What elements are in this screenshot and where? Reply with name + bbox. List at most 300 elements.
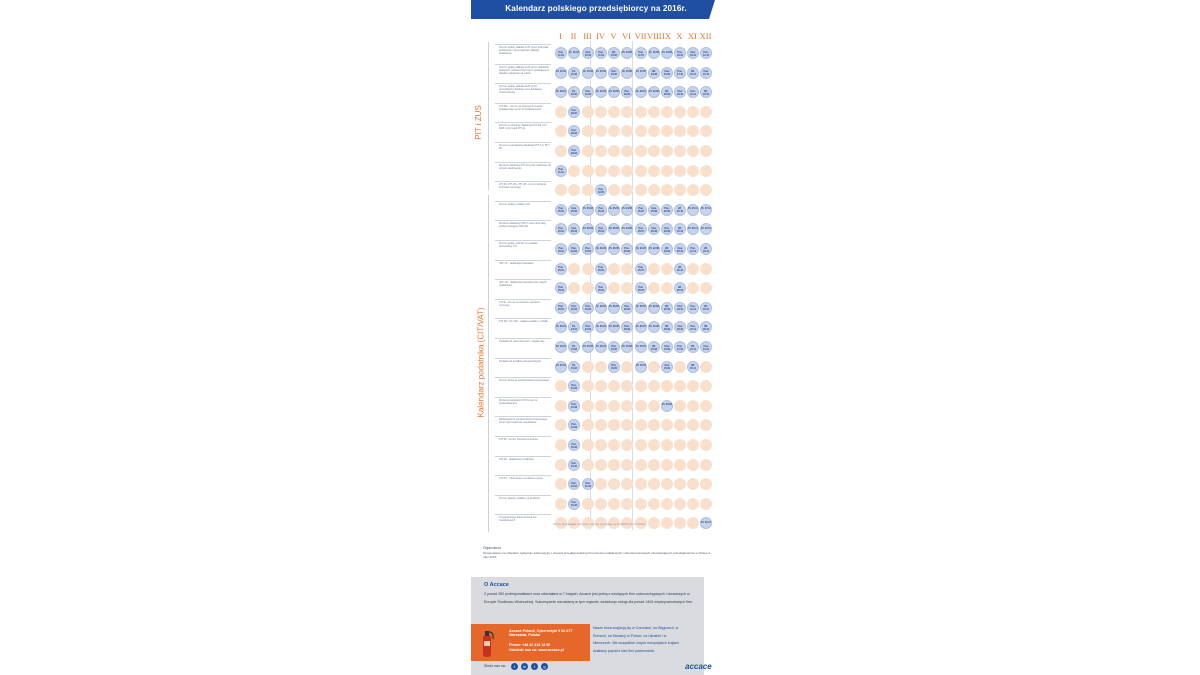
empty-day-bubble — [700, 282, 712, 294]
deadline-date: Wt. 25.10 — [677, 207, 683, 214]
deadline-date: Pt. 15.01 — [556, 344, 566, 348]
empty-day-bubble — [648, 459, 660, 471]
deadline-date: Pt. 25.03 — [583, 207, 593, 211]
deadline-date: Pt. 27.12 — [701, 207, 711, 211]
deadline-bubble — [582, 478, 594, 490]
empty-day-bubble — [621, 106, 633, 118]
row-description: Termin wpłaty składek ZUS przez pozostałych płatników oraz deklaracji rozliczeniowej — [499, 85, 542, 95]
empty-day-bubble — [648, 125, 660, 137]
deadline-bubble — [568, 204, 580, 216]
empty-day-bubble — [648, 165, 660, 177]
deadline-date: Pt. 31.12 — [701, 520, 711, 524]
empty-day-bubble — [661, 459, 673, 471]
row-description: Złożenie deklaracji PIT-11 przez płatników do urzędu skarbowego — [499, 163, 551, 170]
deadline-date: Czw. 15.09 — [664, 364, 670, 371]
deadline-bubble — [582, 86, 594, 98]
empty-day-bubble — [674, 184, 686, 196]
deadline-date: Wt. 20.12 — [703, 246, 709, 253]
deadline-date: Pn. 15.02 — [571, 364, 577, 371]
deadline-bubble — [608, 321, 620, 333]
deadline-bubble — [582, 67, 594, 79]
deadline-date: Czw. 10.11 — [690, 50, 696, 57]
deadline-date: Pt. 15.07 — [636, 344, 646, 348]
deadline-bubble — [700, 223, 712, 235]
deadline-date: Pon. 21.03 — [585, 305, 591, 312]
empty-day-bubble — [700, 419, 712, 431]
deadline-bubble — [608, 243, 620, 255]
deadline-bubble — [555, 47, 567, 59]
empty-day-bubble — [568, 184, 580, 196]
deadline-date: Pon. 20.06 — [624, 324, 630, 331]
row-description: VAT-7D - deklaracja kwartalna dla małych podatników — [499, 281, 547, 288]
row-separator — [495, 83, 551, 84]
follow-us-label: Śledź nas na: — [484, 664, 506, 668]
month-header: XI — [688, 31, 697, 41]
empty-day-bubble — [661, 263, 673, 275]
deadline-bubble — [674, 321, 686, 333]
deadline-date: Pt. 20.05 — [609, 89, 619, 93]
empty-day-bubble — [555, 125, 567, 137]
deadline-date: Czw. 15.09 — [664, 70, 670, 77]
deadline-date: Pon. 21.11 — [690, 324, 696, 331]
empty-day-bubble — [648, 498, 660, 510]
deadline-date: Czw. 10.03 — [585, 50, 591, 57]
row-description: Przygotowanie dokumentacji cen transferowych — [499, 516, 537, 523]
empty-day-bubble — [582, 361, 594, 373]
deadline-date: Śr. 20.04 — [596, 89, 606, 93]
deadline-date: Pon. 20.06 — [624, 246, 630, 253]
row-description: PIT-28 - deklaracja ryczałtowa — [499, 457, 534, 461]
empty-day-bubble — [687, 400, 699, 412]
row-separator — [495, 495, 551, 496]
deadline-date: Pt. 20.05 — [609, 246, 619, 250]
empty-day-bubble — [661, 478, 673, 490]
empty-day-bubble — [635, 165, 647, 177]
empty-day-bubble — [582, 400, 594, 412]
deadline-date: Wt. 10.05 — [611, 50, 617, 57]
deadline-date: Śr. 10.02 — [569, 50, 579, 54]
empty-day-bubble — [555, 498, 567, 510]
deadline-bubble — [608, 86, 620, 98]
deadline-bubble — [700, 341, 712, 353]
deadline-bubble — [568, 478, 580, 490]
deadline-date: Pon. 25.01 — [558, 266, 564, 273]
deadline-date: Śr. 15.06 — [622, 344, 632, 348]
month-header: II — [570, 31, 577, 41]
empty-day-bubble — [648, 184, 660, 196]
deadline-date: Czw. 20.10 — [677, 324, 683, 331]
deadline-bubble — [648, 302, 660, 314]
deadline-date: Pt. 15.03 — [583, 344, 593, 348]
empty-day-bubble — [648, 282, 660, 294]
empty-day-bubble — [674, 106, 686, 118]
empty-day-bubble — [687, 145, 699, 157]
deadline-date: Pon. 22.02 — [571, 246, 577, 253]
deadline-date: Pon. 22.02 — [571, 305, 577, 312]
facebook-icon[interactable]: f — [511, 663, 518, 670]
empty-day-bubble — [661, 184, 673, 196]
deadline-date: Pon. 21.11 — [690, 305, 696, 312]
row-separator — [495, 338, 551, 339]
empty-day-bubble — [687, 165, 699, 177]
deadline-date: Śr. 20.04 — [596, 324, 606, 328]
month-header: XII — [699, 31, 712, 41]
month-header: VII — [634, 31, 647, 41]
deadline-date: Czw. 15.09 — [664, 344, 670, 351]
deadline-bubble — [568, 321, 580, 333]
deadline-bubble — [687, 321, 699, 333]
deadline-bubble — [661, 67, 673, 79]
row-description: Termin wpłaty zaliczki na podatek dochodowy CIT — [499, 242, 538, 248]
section-label-pit-zus: PIT i ZUS — [473, 105, 483, 140]
deadline-bubble — [555, 165, 567, 177]
deadline-date: Śr. 15.06 — [622, 70, 632, 74]
empty-day-bubble — [635, 400, 647, 412]
deadline-bubble — [648, 243, 660, 255]
empty-day-bubble — [635, 106, 647, 118]
deadline-date: Śr. 20.04 — [596, 305, 606, 309]
empty-day-bubble — [582, 439, 594, 451]
row-separator — [495, 260, 551, 261]
deadline-date: Śr. 20.07 — [636, 305, 646, 309]
row-description: PIT-36L - termin na złożenie zeznania podatkowego przez przedsiębiorców — [499, 104, 543, 111]
month-header: III — [583, 31, 592, 41]
deadline-bubble — [648, 204, 660, 216]
empty-day-bubble — [687, 263, 699, 275]
empty-day-bubble — [687, 125, 699, 137]
deadline-bubble — [687, 86, 699, 98]
deadline-date: Śr. 25.05 — [609, 226, 619, 230]
empty-day-bubble — [700, 165, 712, 177]
empty-day-bubble — [608, 263, 620, 275]
linkedin-icon[interactable]: in — [522, 664, 527, 669]
deadline-bubble — [555, 263, 567, 275]
deadline-date: Śr. 20.04 — [596, 246, 606, 250]
explanations-title: Objaśnienia — [483, 546, 501, 550]
deadline-date: Pon. 31.03 — [585, 481, 591, 488]
month-header: X — [676, 31, 683, 41]
deadline-date: Czw. 20.10 — [677, 89, 683, 96]
row-description: Podatek od nieruchomości - wpłata raty — [499, 340, 545, 343]
deadline-date: Pt. 15.04 — [596, 70, 606, 74]
deadline-date: Pon. 11.01 — [558, 50, 564, 57]
deadline-date: Pn. 22.02 — [571, 324, 577, 331]
deadline-date: Wt. 20.12 — [703, 305, 709, 312]
deadline-bubble — [687, 361, 699, 373]
month-header: V — [610, 31, 617, 41]
deadline-bubble — [568, 302, 580, 314]
deadline-bubble — [608, 223, 620, 235]
empty-day-bubble — [555, 459, 567, 471]
empty-day-bubble — [635, 125, 647, 137]
empty-day-bubble — [700, 459, 712, 471]
deadline-bubble — [661, 47, 673, 59]
twitter-icon[interactable]: t — [531, 663, 538, 670]
title-banner — [471, 0, 721, 19]
empty-day-bubble — [674, 419, 686, 431]
deadline-bubble — [595, 263, 607, 275]
empty-day-bubble — [555, 184, 567, 196]
deadline-bubble — [568, 498, 580, 510]
deadline-bubble — [674, 302, 686, 314]
deadline-bubble — [608, 67, 620, 79]
empty-day-bubble — [687, 380, 699, 392]
deadline-bubble — [674, 263, 686, 275]
deadline-bubble — [635, 243, 647, 255]
empty-day-bubble — [608, 459, 620, 471]
deadline-date: Pt. 22.08 — [649, 324, 659, 328]
empty-day-bubble — [674, 478, 686, 490]
empty-day-bubble — [595, 400, 607, 412]
deadline-date: Pt. 15.01 — [556, 70, 566, 74]
deadline-date: Pon. 31.03 — [571, 383, 577, 390]
deadline-date: Pt. 22.08 — [649, 305, 659, 309]
deadline-bubble — [568, 47, 580, 59]
deadline-bubble — [661, 86, 673, 98]
deadline-date: Czw. 25.08 — [651, 207, 657, 214]
deadline-date: Pt. 20.05 — [609, 305, 619, 309]
empty-day-bubble — [582, 184, 594, 196]
deadline-bubble — [582, 302, 594, 314]
row-separator — [495, 456, 551, 457]
row-separator — [495, 514, 551, 515]
deadline-bubble — [595, 223, 607, 235]
row-separator — [495, 318, 551, 319]
deadline-date: Pon. 02.05 — [598, 187, 604, 194]
deadline-date: Śr. 20.01 — [556, 324, 566, 328]
deadline-date: Pon. 17.10 — [677, 70, 683, 77]
empty-day-bubble — [674, 145, 686, 157]
deadline-bubble — [621, 47, 633, 59]
deadline-bubble — [674, 204, 686, 216]
deadline-bubble — [687, 47, 699, 59]
empty-day-bubble — [608, 282, 620, 294]
empty-day-bubble — [595, 478, 607, 490]
deadline-date: Pon. 25.04 — [598, 266, 604, 273]
empty-day-bubble — [700, 400, 712, 412]
empty-day-bubble — [674, 361, 686, 373]
google-plus-icon[interactable]: g — [541, 663, 548, 670]
deadline-bubble — [568, 459, 580, 471]
deadline-bubble — [648, 341, 660, 353]
row-description: PIT-36, PIT-36L, PIT-38 - termin złożenia zeznania rocznego — [499, 183, 546, 190]
row-separator — [495, 358, 551, 359]
empty-day-bubble — [582, 380, 594, 392]
empty-day-bubble — [582, 498, 594, 510]
deadline-date: Pn. 15.02 — [571, 344, 577, 351]
deadline-date: Czw. 25.02 — [571, 207, 577, 214]
deadline-date: Pon. 25.01 — [558, 285, 564, 292]
empty-day-bubble — [648, 380, 660, 392]
deadline-bubble — [700, 47, 712, 59]
deadline-date: Pon. 20.06 — [624, 89, 630, 96]
empty-day-bubble — [621, 439, 633, 451]
deadline-bubble — [595, 321, 607, 333]
empty-day-bubble — [635, 498, 647, 510]
explanations-text: Opracowanie ma charakter wyłącznie informacyjny i stanowi przegląd wybranych terminów podatkowych i ubezpieczeniowych obowiązujących przedsiębiorców w Polsce w roku 2016. — [483, 551, 711, 559]
empty-day-bubble — [687, 439, 699, 451]
deadline-bubble — [555, 302, 567, 314]
empty-day-bubble — [608, 380, 620, 392]
empty-day-bubble — [555, 106, 567, 118]
deadline-date: Pt. 15.07 — [636, 364, 646, 368]
deadline-date: Czw. 25.02 — [571, 226, 577, 233]
deadline-date: Pon. 16.05 — [611, 344, 617, 351]
deadline-date: Pt. 22.08 — [649, 89, 659, 93]
deadline-date: Czw. 20.10 — [677, 305, 683, 312]
deadline-date: Pt. 22.08 — [649, 246, 659, 250]
empty-day-bubble — [608, 439, 620, 451]
deadline-date: Pt. 25.11 — [688, 226, 698, 230]
deadline-bubble — [555, 86, 567, 98]
row-separator — [495, 181, 551, 182]
empty-day-bubble — [568, 165, 580, 177]
empty-day-bubble — [661, 498, 673, 510]
empty-day-bubble — [608, 400, 620, 412]
empty-day-bubble — [687, 498, 699, 510]
empty-day-bubble — [648, 478, 660, 490]
row-separator — [495, 103, 551, 104]
month-header: IX — [662, 31, 671, 41]
empty-day-bubble — [635, 459, 647, 471]
deadline-bubble — [661, 223, 673, 235]
empty-day-bubble — [674, 165, 686, 177]
empty-day-bubble — [700, 106, 712, 118]
row-description: Podatek od środków transportowych — [499, 359, 541, 363]
row-separator — [495, 475, 551, 476]
deadline-bubble — [635, 47, 647, 59]
deadline-date: Pon. 11.01 — [558, 168, 564, 175]
deadline-bubble — [635, 282, 647, 294]
deadline-bubble — [687, 243, 699, 255]
deadline-date: Pt. 20.05 — [609, 324, 619, 328]
deadline-bubble — [568, 380, 580, 392]
deadline-bubble — [555, 341, 567, 353]
deadline-bubble — [661, 400, 673, 412]
row-separator — [495, 142, 551, 143]
contact-website-link[interactable]: Odwiedź nas na: www.accace.pl — [509, 648, 564, 652]
empty-day-bubble — [621, 145, 633, 157]
fire-extinguisher-icon — [479, 627, 495, 659]
deadline-bubble — [568, 243, 580, 255]
deadline-bubble — [648, 67, 660, 79]
empty-day-bubble — [648, 361, 660, 373]
empty-day-bubble — [582, 145, 594, 157]
empty-day-bubble — [595, 361, 607, 373]
deadline-date: Wt. 20.09 — [664, 246, 670, 253]
section-divider-cit-vat — [488, 195, 489, 532]
deadline-date: Pon. 25.01 — [558, 226, 564, 233]
empty-day-bubble — [648, 263, 660, 275]
deadline-date: Czw. 20.10 — [677, 246, 683, 253]
deadline-bubble — [700, 302, 712, 314]
deadline-date: Pt. 25.03 — [583, 226, 593, 230]
row-separator — [495, 299, 551, 300]
deadline-date: Śr. 20.07 — [636, 324, 646, 328]
deadline-date: Śr. 25.05 — [609, 207, 619, 211]
deadline-date: Wt. 20.09 — [664, 89, 670, 96]
deadline-bubble — [555, 321, 567, 333]
deadline-bubble — [568, 223, 580, 235]
contact-phone: Phone: +48 22 313 14 50 — [509, 643, 551, 647]
empty-day-bubble — [700, 184, 712, 196]
deadline-bubble — [674, 47, 686, 59]
empty-day-bubble — [595, 419, 607, 431]
deadline-bubble — [674, 341, 686, 353]
empty-day-bubble — [635, 184, 647, 196]
deadline-date: Pon. 20.01 — [558, 305, 564, 312]
deadline-bubble — [582, 47, 594, 59]
deadline-date: Pon. 01.02 — [571, 462, 577, 469]
deadline-bubble — [635, 302, 647, 314]
month-header: IV — [596, 31, 605, 41]
empty-day-bubble — [582, 125, 594, 137]
empty-day-bubble — [648, 106, 660, 118]
deadline-bubble — [568, 361, 580, 373]
month-header: VIII — [647, 31, 662, 41]
deadline-bubble — [595, 243, 607, 255]
deadline-bubble — [661, 243, 673, 255]
deadline-date: Wt. 25.10 — [677, 226, 683, 233]
deadline-date: Pon. 21.03 — [585, 89, 591, 96]
row-separator — [495, 240, 551, 241]
empty-day-bubble — [608, 478, 620, 490]
empty-day-bubble — [595, 165, 607, 177]
empty-day-bubble — [582, 106, 594, 118]
deadline-date: Wt. 20.12 — [703, 89, 709, 96]
deadline-bubble — [674, 86, 686, 98]
empty-day-bubble — [608, 498, 620, 510]
empty-day-bubble — [661, 106, 673, 118]
empty-day-bubble — [635, 380, 647, 392]
deadline-bubble — [568, 400, 580, 412]
deadline-date: Pt. 15.04 — [596, 344, 606, 348]
empty-day-bubble — [582, 282, 594, 294]
empty-day-bubble — [674, 125, 686, 137]
deadline-bubble — [621, 67, 633, 79]
empty-day-bubble — [582, 419, 594, 431]
empty-day-bubble — [648, 439, 660, 451]
row-description: Termin na złożenie deklaracji PIT-4R, PIT-8AR i informacji PIT-11 — [499, 124, 548, 131]
row-separator — [495, 377, 551, 378]
empty-day-bubble — [661, 282, 673, 294]
row-description: Termin zapłaty podatku za grudzień — [499, 496, 540, 500]
deadline-date: Pon. 31.03 — [571, 481, 577, 488]
deadline-bubble — [635, 223, 647, 235]
deadline-date: Pon. 29.02 — [571, 109, 577, 116]
deadline-date: Pon. 21.03 — [585, 246, 591, 253]
row-description: Termin na przesłanie deklaracji PIT-11 i PIT-8C — [499, 144, 550, 150]
empty-day-bubble — [687, 282, 699, 294]
deadline-bubble — [674, 243, 686, 255]
deadline-date: Pt. 24.06 — [622, 226, 632, 230]
row-description: Złożenie deklaracji CIT-8 wraz ze sprawozdaniem — [499, 398, 538, 405]
empty-day-bubble — [687, 419, 699, 431]
empty-day-bubble — [635, 419, 647, 431]
empty-day-bubble — [582, 459, 594, 471]
row-description: Termin wpłaty składek ZUS przez jednostki budżetowe i samorządowe zakłady budżetowe — [499, 46, 549, 55]
deadline-date: Pon. 25.07 — [638, 266, 644, 273]
about-text: Z ponad 350 profesjonalistami oraz oddziałami w 7 krajach, Accace jest jedną z wiodących firm outsourcingowych i doradczych w Europie Środkowo-Wschodniej. Sukcesywnie wzrastamy w tym regionie, świadcząc usługi dla ponad 1400 międzynarodowych firm. — [484, 592, 693, 604]
deadline-bubble — [555, 223, 567, 235]
empty-day-bubble — [661, 380, 673, 392]
row-separator — [495, 279, 551, 280]
deadline-date: Śr. 20.07 — [636, 89, 646, 93]
empty-day-bubble — [595, 125, 607, 137]
deadline-bubble — [661, 341, 673, 353]
deadline-date: Pon. 12.12 — [703, 50, 709, 57]
row-separator — [495, 201, 551, 202]
